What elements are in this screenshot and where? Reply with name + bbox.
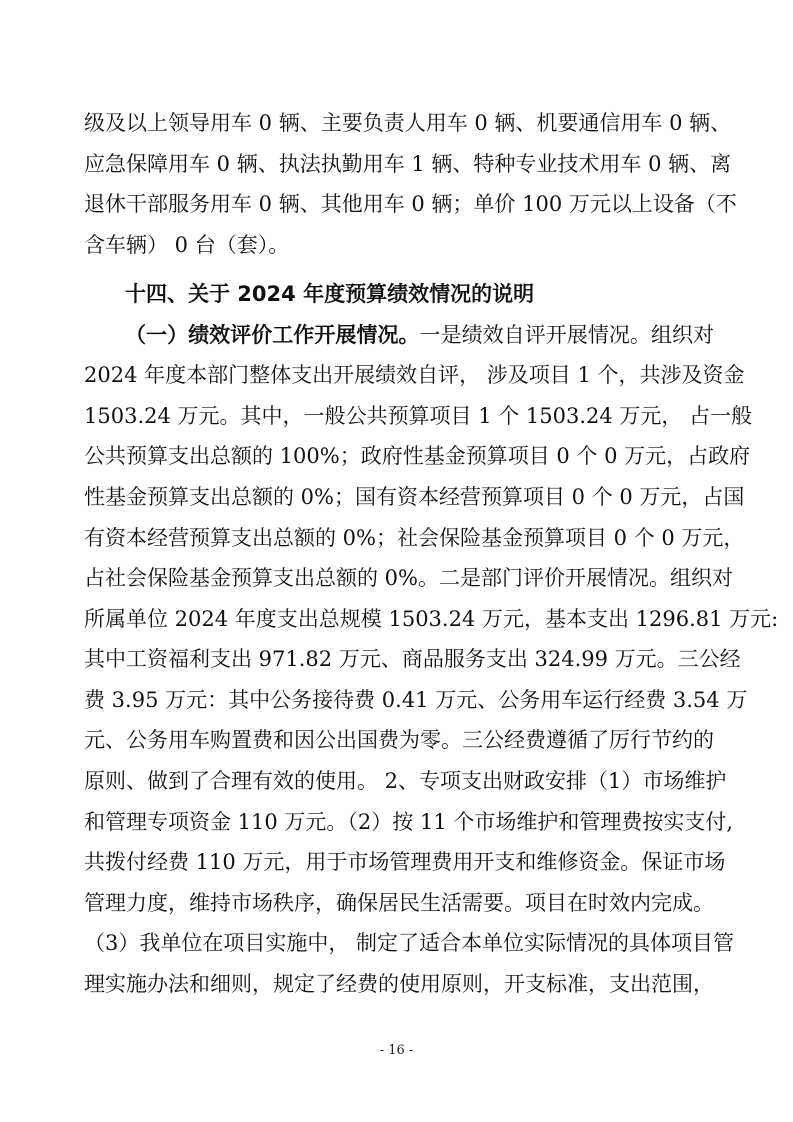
paragraph-line: 所属单位 2024 年度支出总规模 1503.24 万元，基本支出 1296.81 万元: xyxy=(84,607,779,631)
section-heading: 十四、关于 2024 年度预算绩效情况的说明 xyxy=(125,282,535,306)
paragraph-line: 管理力度，维持市场秩序，确保居民生活需要。项目在时效内完成。 xyxy=(84,891,714,915)
paragraph-line: 公共预算支出总额的 100%；政府性基金预算项目 0 个 0 万元，占政府 xyxy=(84,444,751,468)
paragraph-line: 理实施办法和细则，规定了经费的使用原则，开支标准，支出范围， xyxy=(84,972,714,996)
paragraph-line: 退休干部服务用车 0 辆、其他用车 0 辆；单价 100 万元以上设备（不 xyxy=(84,192,737,216)
paragraph-line: 费 3.95 万元：其中公务接待费 0.41 万元、公务用车运行经费 3.54 万 xyxy=(84,688,748,712)
paragraph-line: 2024 年度本部门整体支出开展绩效自评， 涉及项目 1 个，共涉及资金 xyxy=(84,363,745,387)
paragraph-line: 含车辆） 0 台（套）。 xyxy=(84,233,290,257)
paragraph-line: 有资本经营预算支出总额的 0%；社会保险基金预算项目 0 个 0 万元， xyxy=(84,526,745,550)
paragraph-line: 元、公务用车购置费和因公出国费为零。三公经费遵循了厉行节约的 xyxy=(84,728,714,752)
paragraph-line: 和管理专项资金 110 万元。（2）按 11 个市场维护和管理费按实支付, xyxy=(84,810,734,834)
paragraph-line: 性基金预算支出总额的 0%；国有资本经营预算项目 0 个 0 万元，占国 xyxy=(84,485,745,509)
paragraph-line: 1503.24 万元。其中，一般公共预算项目 1 个 1503.24 万元， 占一般 xyxy=(84,404,753,428)
paragraph-line: 其中工资福利支出 971.82 万元、商品服务支出 324.99 万元。三公经 xyxy=(84,647,741,671)
subsection-title: （一）绩效评价工作开展情况。 xyxy=(125,323,420,347)
paragraph-line: （3）我单位在项目实施中， 制定了适合本单位实际情况的具体项目管 xyxy=(84,931,735,955)
paragraph-line: 应急保障用车 0 辆、执法执勤用车 1 辆、特种专业技术用车 0 辆、离 xyxy=(84,152,732,176)
paragraph-line: 原则、做到了合理有效的使用。 2、专项支出财政安排（1）市场维护 xyxy=(84,769,727,793)
paragraph-line: 占社会保险基金预算支出总额的 0%。二是部门评价开展情况。组织对 xyxy=(84,566,733,590)
paragraph-line: 共拨付经费 110 万元，用于市场管理费用开支和维修资金。保证市场 xyxy=(84,850,726,874)
page-number: - 16 - xyxy=(379,1043,414,1058)
subsection-first-line-text: 一是绩效自评开展情况。组织对 xyxy=(419,323,715,347)
paragraph-line: 级及以上领导用车 0 辆、主要负责人用车 0 辆、机要通信用车 0 辆、 xyxy=(84,111,732,135)
subsection-first-line xyxy=(125,322,714,348)
